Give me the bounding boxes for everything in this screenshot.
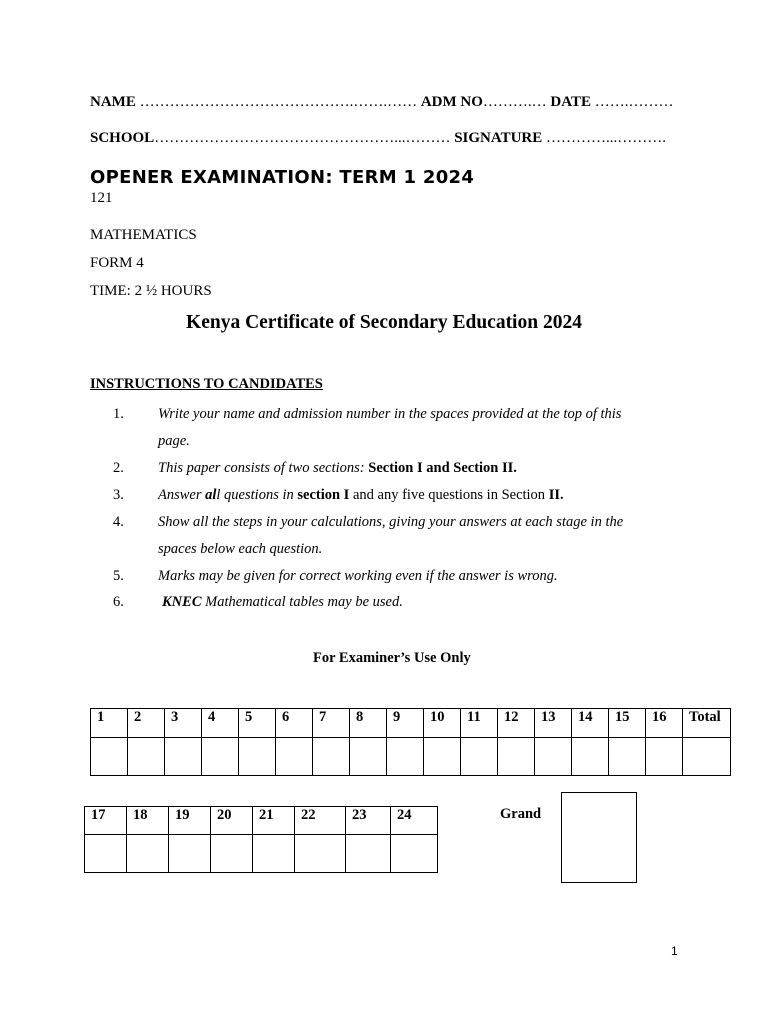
school-line (90, 130, 666, 147)
question-number-cell: 15 (609, 709, 646, 738)
question-number-cell: 14 (572, 709, 609, 738)
question-number-cell: 19 (169, 807, 211, 835)
score-cell[interactable] (498, 738, 535, 776)
grand-total-box[interactable] (561, 792, 637, 883)
instruction-bold-part: section I (297, 487, 350, 503)
instruction-italic-part: Mathematical tables may be used. (201, 594, 403, 610)
question-number-cell: 16 (646, 709, 683, 738)
instruction-italic-part: Answer (158, 487, 206, 503)
question-number-cell: 12 (498, 709, 535, 738)
table-header-row (85, 807, 438, 835)
score-cell[interactable] (313, 738, 350, 776)
instructions-heading: INSTRUCTIONS TO CANDIDATES (90, 376, 323, 392)
examiner-score-table-2 (84, 806, 438, 873)
score-cell[interactable] (424, 738, 461, 776)
instruction-bold-part: KNEC (162, 594, 202, 610)
instruction-text (158, 460, 517, 477)
time-allowed: TIME: 2 ½ HOURS (90, 283, 212, 299)
question-number-cell: 10 (424, 709, 461, 738)
question-number-cell: 9 (387, 709, 424, 738)
score-cell[interactable] (91, 738, 128, 776)
question-number-cell: 6 (276, 709, 313, 738)
question-number-cell: 1 (91, 709, 128, 738)
instruction-number: 5. (113, 568, 124, 584)
question-number-cell: 23 (346, 807, 391, 835)
paper-code: 121 (90, 190, 113, 206)
score-cell[interactable] (646, 738, 683, 776)
date-label: DATE (550, 94, 591, 110)
score-cell[interactable] (350, 738, 387, 776)
subject: MATHEMATICS (90, 227, 197, 243)
score-cell[interactable] (253, 835, 295, 873)
score-cell[interactable] (127, 835, 169, 873)
instruction-italic-part: This paper consists of two sections: (158, 460, 369, 476)
score-cell[interactable] (295, 835, 346, 873)
name-line (90, 94, 673, 111)
page-number: 1 (671, 944, 678, 958)
form-level: FORM 4 (90, 255, 144, 271)
instruction-text: Show all the steps in your calculations, giving your answers at each stage in the (158, 514, 624, 530)
adm-no-field[interactable]: ……….… (482, 94, 547, 110)
score-cell[interactable] (609, 738, 646, 776)
instruction-plain-part: and any five questions in Section (349, 487, 549, 503)
score-row (85, 835, 438, 873)
kcse-title: Kenya Certificate of Secondary Education 2024 (186, 312, 582, 333)
question-number-cell: 7 (313, 709, 350, 738)
instruction-text: Write your name and admission number in the spaces provided at the top of this (158, 406, 622, 422)
question-number-cell: 20 (211, 807, 253, 835)
score-cell[interactable] (461, 738, 498, 776)
table-header-row (91, 709, 731, 738)
total-header-cell: Total (683, 709, 731, 738)
instruction-number: 6. (113, 594, 124, 610)
score-row (91, 738, 731, 776)
examiner-score-table-1 (90, 708, 731, 776)
question-number-cell: 4 (202, 709, 239, 738)
instruction-bold-part: II. (548, 487, 564, 503)
instruction-text: spaces below each question. (158, 541, 323, 557)
instruction-text: Marks may be given for correct working even if the answer is wrong. (158, 568, 558, 584)
score-cell[interactable] (202, 738, 239, 776)
score-cell[interactable] (169, 835, 211, 873)
instruction-number: 4. (113, 514, 124, 530)
instruction-text: page. (158, 433, 190, 449)
instruction-text (158, 487, 564, 504)
question-number-cell: 13 (535, 709, 572, 738)
instruction-bold-part: al (205, 487, 217, 503)
score-cell[interactable] (346, 835, 391, 873)
school-label: SCHOOL (90, 130, 155, 146)
grand-total-label: Grand (500, 806, 542, 822)
score-cell[interactable] (128, 738, 165, 776)
score-cell[interactable] (387, 738, 424, 776)
question-number-cell: 24 (391, 807, 438, 835)
question-number-cell: 8 (350, 709, 387, 738)
instruction-number: 2. (113, 460, 124, 476)
question-number-cell: 21 (253, 807, 295, 835)
score-cell[interactable] (572, 738, 609, 776)
question-number-cell: 18 (127, 807, 169, 835)
instruction-text (162, 594, 403, 611)
name-label: NAME (90, 94, 136, 110)
instruction-italic-part: l questions in (216, 487, 298, 503)
score-cell[interactable] (85, 835, 127, 873)
adm-no-label: ADM NO (420, 94, 483, 110)
total-score-cell[interactable] (683, 738, 731, 776)
instruction-number: 1. (113, 406, 124, 422)
question-number-cell: 22 (295, 807, 346, 835)
exam-title: OPENER EXAMINATION: TERM 1 2024 (90, 167, 475, 188)
date-field[interactable]: …….……… (594, 94, 674, 110)
score-cell[interactable] (239, 738, 276, 776)
signature-field[interactable]: …………...………. (546, 130, 667, 146)
instruction-bold-part: Section I and Section II. (368, 460, 517, 476)
school-field[interactable]: …………………………………………...……… (154, 130, 451, 146)
question-number-cell: 11 (461, 709, 498, 738)
score-cell[interactable] (276, 738, 313, 776)
name-field[interactable]: …………………………………….…….…… (139, 94, 418, 110)
question-number-cell: 17 (85, 807, 127, 835)
score-cell[interactable] (165, 738, 202, 776)
score-cell[interactable] (535, 738, 572, 776)
signature-label: SIGNATURE (454, 130, 543, 146)
score-cell[interactable] (391, 835, 438, 873)
examiner-heading: For Examiner’s Use Only (313, 650, 471, 666)
question-number-cell: 5 (239, 709, 276, 738)
question-number-cell: 2 (128, 709, 165, 738)
instruction-number: 3. (113, 487, 124, 503)
score-cell[interactable] (211, 835, 253, 873)
question-number-cell: 3 (165, 709, 202, 738)
